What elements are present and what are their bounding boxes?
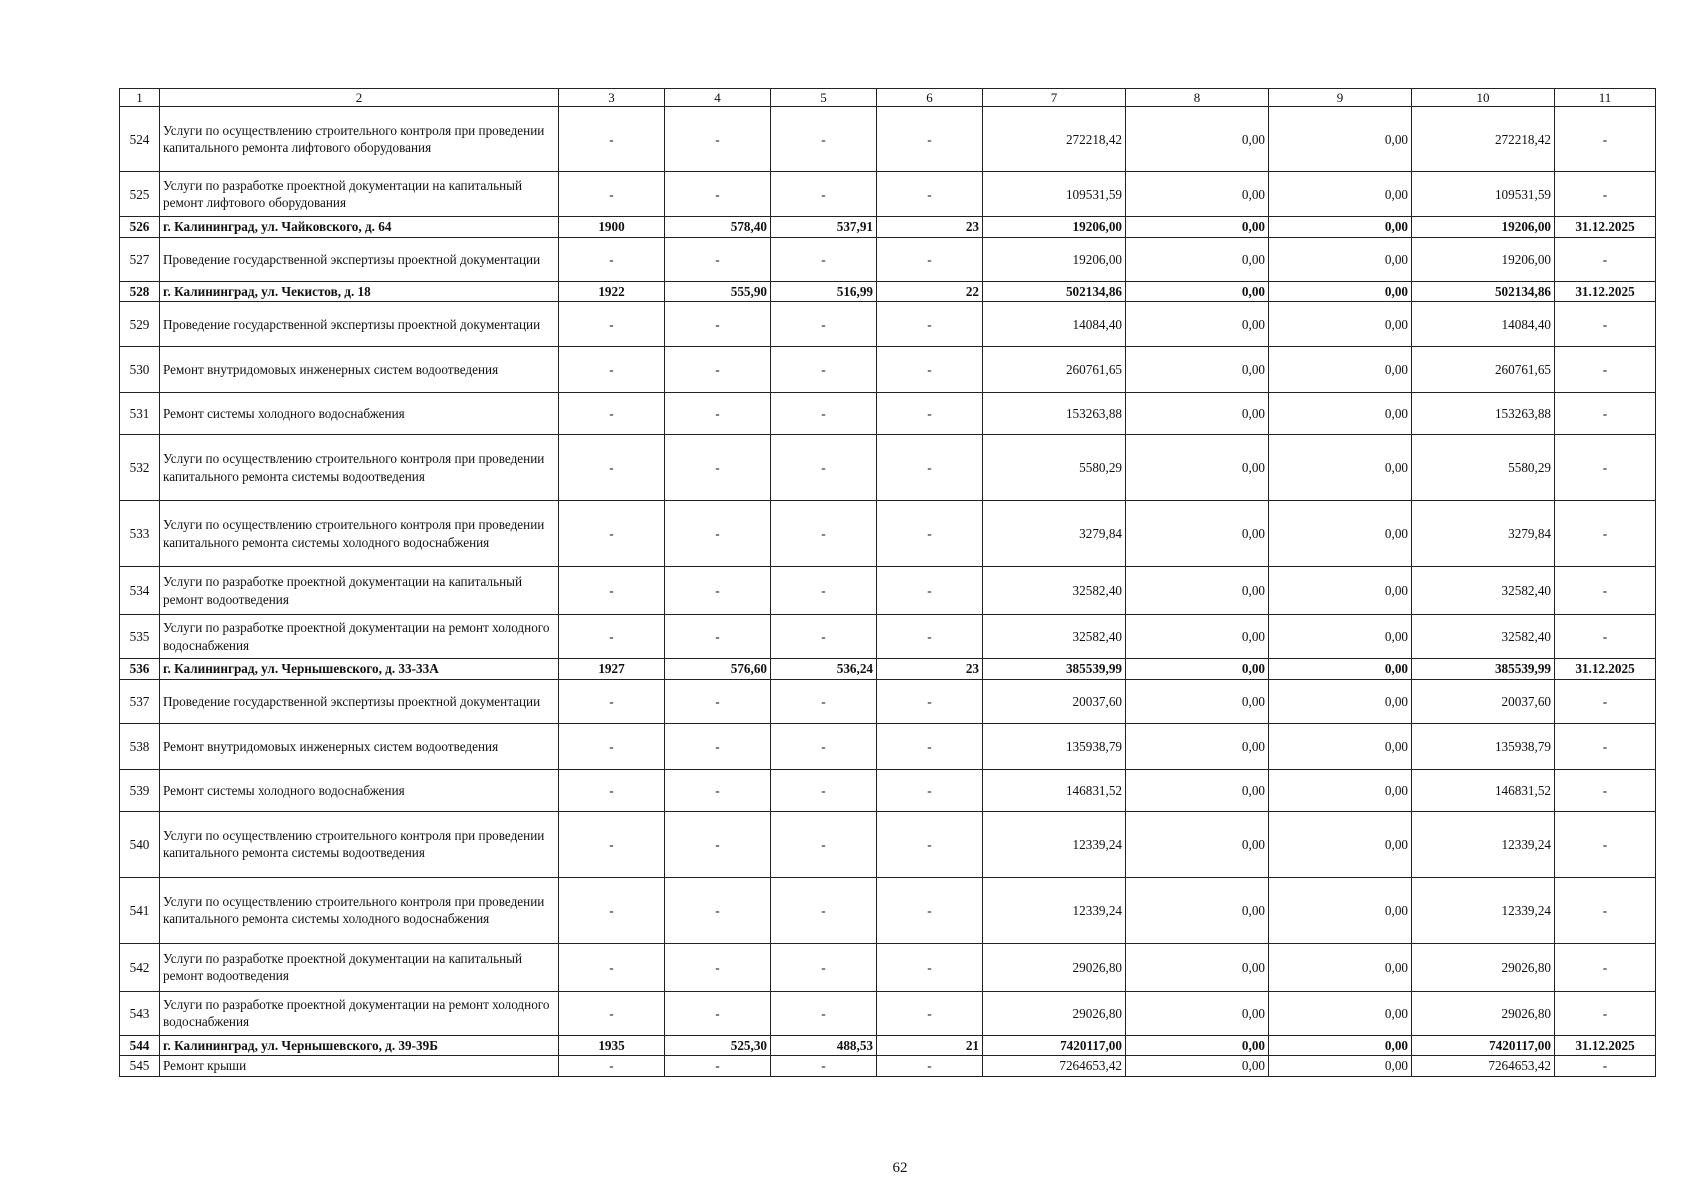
value-cell: 0,00 xyxy=(1126,107,1269,172)
deadline-cell: 31.12.2025 xyxy=(1555,1035,1656,1056)
dash-cell: - xyxy=(559,107,665,172)
value-cell: 260761,65 xyxy=(983,347,1126,393)
value-cell: 525,30 xyxy=(665,1035,771,1056)
dash-cell: - xyxy=(771,237,877,281)
work-name-cell: Ремонт крыши xyxy=(160,1056,559,1077)
value-cell: 0,00 xyxy=(1126,172,1269,217)
value-cell: 0,00 xyxy=(1269,172,1412,217)
address-cell: г. Калининград, ул. Чернышевского, д. 39-39Б xyxy=(160,1035,559,1056)
value-cell: 0,00 xyxy=(1269,281,1412,302)
work-item-row xyxy=(120,877,1656,943)
dash-cell: - xyxy=(559,435,665,501)
dash-cell: - xyxy=(771,347,877,393)
work-item-row xyxy=(120,723,1656,769)
value-cell: 7264653,42 xyxy=(983,1056,1126,1077)
value-cell: 0,00 xyxy=(1126,1035,1269,1056)
value-cell: 0,00 xyxy=(1269,1035,1412,1056)
row-number-cell: 524 xyxy=(120,107,160,172)
value-cell: 0,00 xyxy=(1126,302,1269,347)
dash-cell: - xyxy=(559,501,665,567)
value-cell: 0,00 xyxy=(1269,393,1412,435)
dash-cell: - xyxy=(1555,615,1656,659)
dash-cell: - xyxy=(877,107,983,172)
dash-cell: - xyxy=(1555,393,1656,435)
value-cell: 0,00 xyxy=(1269,877,1412,943)
value-cell: 5580,29 xyxy=(1412,435,1555,501)
value-cell: 29026,80 xyxy=(983,991,1126,1035)
value-cell: 385539,99 xyxy=(983,659,1126,680)
dash-cell: - xyxy=(665,1056,771,1077)
dash-cell: - xyxy=(877,567,983,615)
value-cell: 0,00 xyxy=(1269,347,1412,393)
value-cell: 0,00 xyxy=(1126,281,1269,302)
work-item-row xyxy=(120,811,1656,877)
value-cell: 0,00 xyxy=(1269,811,1412,877)
dash-cell: - xyxy=(665,347,771,393)
dash-cell: - xyxy=(771,769,877,811)
work-item-row xyxy=(120,107,1656,172)
value-cell: 32582,40 xyxy=(1412,567,1555,615)
dash-cell: - xyxy=(877,237,983,281)
work-name-cell: Услуги по разработке проектной документации на ремонт холодного водоснабжения xyxy=(160,991,559,1035)
value-cell: 0,00 xyxy=(1126,991,1269,1035)
value-cell: 502134,86 xyxy=(1412,281,1555,302)
value-cell: 109531,59 xyxy=(983,172,1126,217)
dash-cell: - xyxy=(559,769,665,811)
work-item-row xyxy=(120,237,1656,281)
value-cell: 0,00 xyxy=(1269,107,1412,172)
work-name-cell: Услуги по осуществлению строительного контроля при проведении капитального ремонта системы холодного водоснабжения xyxy=(160,877,559,943)
dash-cell: - xyxy=(771,567,877,615)
dash-cell: - xyxy=(877,943,983,991)
work-name-cell: Проведение государственной экспертизы проектной документации xyxy=(160,237,559,281)
column-header: 6 xyxy=(877,89,983,107)
work-name-cell: Ремонт внутридомовых инженерных систем водоотведения xyxy=(160,723,559,769)
value-cell: 146831,52 xyxy=(983,769,1126,811)
value-cell: 0,00 xyxy=(1269,217,1412,238)
dash-cell: - xyxy=(665,615,771,659)
work-item-row xyxy=(120,393,1656,435)
value-cell: 7420117,00 xyxy=(1412,1035,1555,1056)
value-cell: 3279,84 xyxy=(983,501,1126,567)
work-item-row xyxy=(120,769,1656,811)
work-name-cell: Ремонт системы холодного водоснабжения xyxy=(160,393,559,435)
deadline-cell: 31.12.2025 xyxy=(1555,281,1656,302)
dash-cell: - xyxy=(1555,435,1656,501)
dash-cell: - xyxy=(771,302,877,347)
value-cell: 0,00 xyxy=(1269,723,1412,769)
dash-cell: - xyxy=(877,615,983,659)
value-cell: 0,00 xyxy=(1126,1056,1269,1077)
value-cell: 272218,42 xyxy=(983,107,1126,172)
year-cell: 1900 xyxy=(559,217,665,238)
value-cell: 0,00 xyxy=(1269,769,1412,811)
column-number-row xyxy=(120,89,1656,107)
work-name-cell: Проведение государственной экспертизы проектной документации xyxy=(160,302,559,347)
dash-cell: - xyxy=(877,501,983,567)
row-number-cell: 540 xyxy=(120,811,160,877)
value-cell: 19206,00 xyxy=(1412,237,1555,281)
value-cell: 578,40 xyxy=(665,217,771,238)
dash-cell: - xyxy=(559,1056,665,1077)
dash-cell: - xyxy=(771,615,877,659)
value-cell: 0,00 xyxy=(1269,615,1412,659)
dash-cell: - xyxy=(665,679,771,723)
row-number-cell: 533 xyxy=(120,501,160,567)
row-number-cell: 541 xyxy=(120,877,160,943)
dash-cell: - xyxy=(665,237,771,281)
value-cell: 0,00 xyxy=(1269,435,1412,501)
dash-cell: - xyxy=(559,877,665,943)
column-header: 7 xyxy=(983,89,1126,107)
row-number-cell: 532 xyxy=(120,435,160,501)
value-cell: 29026,80 xyxy=(1412,991,1555,1035)
row-number-cell: 535 xyxy=(120,615,160,659)
row-number-cell: 530 xyxy=(120,347,160,393)
work-item-row xyxy=(120,302,1656,347)
table-body xyxy=(120,107,1656,1077)
dash-cell: - xyxy=(1555,302,1656,347)
work-item-row xyxy=(120,991,1656,1035)
dash-cell: - xyxy=(1555,172,1656,217)
value-cell: 0,00 xyxy=(1126,769,1269,811)
dash-cell: - xyxy=(665,877,771,943)
address-cell: г. Калининград, ул. Чекистов, д. 18 xyxy=(160,281,559,302)
value-cell: 0,00 xyxy=(1126,393,1269,435)
row-number-cell: 545 xyxy=(120,1056,160,1077)
column-header: 8 xyxy=(1126,89,1269,107)
value-cell: 537,91 xyxy=(771,217,877,238)
dash-cell: - xyxy=(771,107,877,172)
address-row xyxy=(120,659,1656,680)
dash-cell: - xyxy=(665,723,771,769)
dash-cell: - xyxy=(559,811,665,877)
value-cell: 0,00 xyxy=(1126,659,1269,680)
value-cell: 32582,40 xyxy=(983,615,1126,659)
dash-cell: - xyxy=(1555,991,1656,1035)
dash-cell: - xyxy=(559,347,665,393)
row-number-cell: 531 xyxy=(120,393,160,435)
dash-cell: - xyxy=(1555,501,1656,567)
column-header: 4 xyxy=(665,89,771,107)
value-cell: 32582,40 xyxy=(983,567,1126,615)
row-number-cell: 544 xyxy=(120,1035,160,1056)
address-cell: г. Калининград, ул. Чернышевского, д. 33-33А xyxy=(160,659,559,680)
dash-cell: - xyxy=(559,567,665,615)
value-cell: 0,00 xyxy=(1269,679,1412,723)
value-cell: 7264653,42 xyxy=(1412,1056,1555,1077)
value-cell: 12339,24 xyxy=(1412,877,1555,943)
work-name-cell: Услуги по осуществлению строительного контроля при проведении капитального ремонта системы холодного водоснабжения xyxy=(160,501,559,567)
value-cell: 12339,24 xyxy=(983,877,1126,943)
address-row xyxy=(120,281,1656,302)
deadline-cell: 31.12.2025 xyxy=(1555,217,1656,238)
value-cell: 153263,88 xyxy=(1412,393,1555,435)
dash-cell: - xyxy=(665,567,771,615)
dash-cell: - xyxy=(665,991,771,1035)
dash-cell: - xyxy=(1555,877,1656,943)
value-cell: 0,00 xyxy=(1126,217,1269,238)
dash-cell: - xyxy=(877,302,983,347)
work-name-cell: Услуги по осуществлению строительного контроля при проведении капитального ремонта системы водоотведения xyxy=(160,811,559,877)
dash-cell: - xyxy=(771,943,877,991)
row-number-cell: 542 xyxy=(120,943,160,991)
column-header: 10 xyxy=(1412,89,1555,107)
value-cell: 0,00 xyxy=(1126,567,1269,615)
dash-cell: - xyxy=(771,435,877,501)
year-cell: 1927 xyxy=(559,659,665,680)
row-number-cell: 526 xyxy=(120,217,160,238)
value-cell: 260761,65 xyxy=(1412,347,1555,393)
work-item-row xyxy=(120,172,1656,217)
value-cell: 272218,42 xyxy=(1412,107,1555,172)
row-number-cell: 529 xyxy=(120,302,160,347)
address-row xyxy=(120,1035,1656,1056)
value-cell: 0,00 xyxy=(1269,567,1412,615)
page-number: 62 xyxy=(892,1160,908,1176)
row-number-cell: 539 xyxy=(120,769,160,811)
year-cell: 1935 xyxy=(559,1035,665,1056)
works-table xyxy=(119,88,1656,1077)
dash-cell: - xyxy=(559,237,665,281)
dash-cell: - xyxy=(877,769,983,811)
work-item-row xyxy=(120,567,1656,615)
value-cell: 109531,59 xyxy=(1412,172,1555,217)
dash-cell: - xyxy=(771,679,877,723)
value-cell: 0,00 xyxy=(1269,302,1412,347)
value-cell: 23 xyxy=(877,217,983,238)
dash-cell: - xyxy=(877,172,983,217)
dash-cell: - xyxy=(559,302,665,347)
value-cell: 14084,40 xyxy=(983,302,1126,347)
work-item-row xyxy=(120,615,1656,659)
value-cell: 12339,24 xyxy=(983,811,1126,877)
value-cell: 135938,79 xyxy=(1412,723,1555,769)
dash-cell: - xyxy=(665,501,771,567)
dash-cell: - xyxy=(877,991,983,1035)
value-cell: 0,00 xyxy=(1126,615,1269,659)
value-cell: 0,00 xyxy=(1126,811,1269,877)
dash-cell: - xyxy=(771,723,877,769)
work-item-row xyxy=(120,347,1656,393)
value-cell: 0,00 xyxy=(1126,237,1269,281)
address-row xyxy=(120,217,1656,238)
value-cell: 0,00 xyxy=(1269,659,1412,680)
value-cell: 7420117,00 xyxy=(983,1035,1126,1056)
row-number-cell: 538 xyxy=(120,723,160,769)
value-cell: 153263,88 xyxy=(983,393,1126,435)
value-cell: 0,00 xyxy=(1269,1056,1412,1077)
value-cell: 32582,40 xyxy=(1412,615,1555,659)
value-cell: 0,00 xyxy=(1126,723,1269,769)
value-cell: 12339,24 xyxy=(1412,811,1555,877)
work-name-cell: Услуги по разработке проектной документации на ремонт холодного водоснабжения xyxy=(160,615,559,659)
dash-cell: - xyxy=(1555,567,1656,615)
work-name-cell: Проведение государственной экспертизы проектной документации xyxy=(160,679,559,723)
column-header: 3 xyxy=(559,89,665,107)
value-cell: 0,00 xyxy=(1126,435,1269,501)
work-item-row xyxy=(120,501,1656,567)
value-cell: 516,99 xyxy=(771,281,877,302)
work-item-row xyxy=(120,1056,1656,1077)
work-name-cell: Услуги по осуществлению строительного контроля при проведении капитального ремонта системы водоотведения xyxy=(160,435,559,501)
work-item-row xyxy=(120,435,1656,501)
value-cell: 3279,84 xyxy=(1412,501,1555,567)
value-cell: 536,24 xyxy=(771,659,877,680)
dash-cell: - xyxy=(665,769,771,811)
value-cell: 0,00 xyxy=(1269,991,1412,1035)
dash-cell: - xyxy=(877,393,983,435)
value-cell: 0,00 xyxy=(1269,501,1412,567)
dash-cell: - xyxy=(559,943,665,991)
dash-cell: - xyxy=(559,991,665,1035)
column-header: 1 xyxy=(120,89,160,107)
dash-cell: - xyxy=(1555,237,1656,281)
value-cell: 19206,00 xyxy=(983,217,1126,238)
value-cell: 29026,80 xyxy=(1412,943,1555,991)
work-item-row xyxy=(120,943,1656,991)
dash-cell: - xyxy=(665,172,771,217)
dash-cell: - xyxy=(771,172,877,217)
dash-cell: - xyxy=(1555,107,1656,172)
row-number-cell: 534 xyxy=(120,567,160,615)
value-cell: 19206,00 xyxy=(1412,217,1555,238)
dash-cell: - xyxy=(771,1056,877,1077)
dash-cell: - xyxy=(665,811,771,877)
address-cell: г. Калининград, ул. Чайковского, д. 64 xyxy=(160,217,559,238)
dash-cell: - xyxy=(1555,769,1656,811)
value-cell: 20037,60 xyxy=(1412,679,1555,723)
dash-cell: - xyxy=(559,679,665,723)
value-cell: 146831,52 xyxy=(1412,769,1555,811)
dash-cell: - xyxy=(877,679,983,723)
value-cell: 0,00 xyxy=(1126,943,1269,991)
dash-cell: - xyxy=(877,811,983,877)
column-header: 11 xyxy=(1555,89,1656,107)
value-cell: 14084,40 xyxy=(1412,302,1555,347)
value-cell: 555,90 xyxy=(665,281,771,302)
dash-cell: - xyxy=(559,393,665,435)
year-cell: 1922 xyxy=(559,281,665,302)
value-cell: 20037,60 xyxy=(983,679,1126,723)
dash-cell: - xyxy=(877,1056,983,1077)
dash-cell: - xyxy=(1555,1056,1656,1077)
value-cell: 5580,29 xyxy=(983,435,1126,501)
work-name-cell: Ремонт внутридомовых инженерных систем водоотведения xyxy=(160,347,559,393)
dash-cell: - xyxy=(1555,811,1656,877)
dash-cell: - xyxy=(877,877,983,943)
work-name-cell: Ремонт системы холодного водоснабжения xyxy=(160,769,559,811)
value-cell: 0,00 xyxy=(1126,347,1269,393)
dash-cell: - xyxy=(771,991,877,1035)
value-cell: 19206,00 xyxy=(983,237,1126,281)
dash-cell: - xyxy=(1555,679,1656,723)
value-cell: 576,60 xyxy=(665,659,771,680)
value-cell: 488,53 xyxy=(771,1035,877,1056)
column-header: 5 xyxy=(771,89,877,107)
column-header: 9 xyxy=(1269,89,1412,107)
value-cell: 23 xyxy=(877,659,983,680)
dash-cell: - xyxy=(771,877,877,943)
row-number-cell: 536 xyxy=(120,659,160,680)
value-cell: 385539,99 xyxy=(1412,659,1555,680)
dash-cell: - xyxy=(559,615,665,659)
dash-cell: - xyxy=(771,811,877,877)
value-cell: 22 xyxy=(877,281,983,302)
row-number-cell: 528 xyxy=(120,281,160,302)
dash-cell: - xyxy=(665,393,771,435)
value-cell: 0,00 xyxy=(1126,679,1269,723)
dash-cell: - xyxy=(771,501,877,567)
value-cell: 29026,80 xyxy=(983,943,1126,991)
work-name-cell: Услуги по разработке проектной документации на капитальный ремонт лифтового оборудования xyxy=(160,172,559,217)
work-item-row xyxy=(120,679,1656,723)
dash-cell: - xyxy=(877,347,983,393)
dash-cell: - xyxy=(559,723,665,769)
value-cell: 0,00 xyxy=(1269,943,1412,991)
value-cell: 502134,86 xyxy=(983,281,1126,302)
value-cell: 0,00 xyxy=(1269,237,1412,281)
dash-cell: - xyxy=(665,302,771,347)
row-number-cell: 537 xyxy=(120,679,160,723)
dash-cell: - xyxy=(665,107,771,172)
dash-cell: - xyxy=(665,435,771,501)
dash-cell: - xyxy=(877,435,983,501)
deadline-cell: 31.12.2025 xyxy=(1555,659,1656,680)
value-cell: 0,00 xyxy=(1126,501,1269,567)
row-number-cell: 527 xyxy=(120,237,160,281)
work-name-cell: Услуги по разработке проектной документации на капитальный ремонт водоотведения xyxy=(160,567,559,615)
dash-cell: - xyxy=(1555,347,1656,393)
work-name-cell: Услуги по разработке проектной документации на капитальный ремонт водоотведения xyxy=(160,943,559,991)
column-header: 2 xyxy=(160,89,559,107)
value-cell: 21 xyxy=(877,1035,983,1056)
work-name-cell: Услуги по осуществлению строительного контроля при проведении капитального ремонта лифтового оборудования xyxy=(160,107,559,172)
dash-cell: - xyxy=(665,943,771,991)
dash-cell: - xyxy=(877,723,983,769)
dash-cell: - xyxy=(771,393,877,435)
row-number-cell: 543 xyxy=(120,991,160,1035)
value-cell: 0,00 xyxy=(1126,877,1269,943)
value-cell: 135938,79 xyxy=(983,723,1126,769)
row-number-cell: 525 xyxy=(120,172,160,217)
dash-cell: - xyxy=(1555,723,1656,769)
dash-cell: - xyxy=(1555,943,1656,991)
dash-cell: - xyxy=(559,172,665,217)
